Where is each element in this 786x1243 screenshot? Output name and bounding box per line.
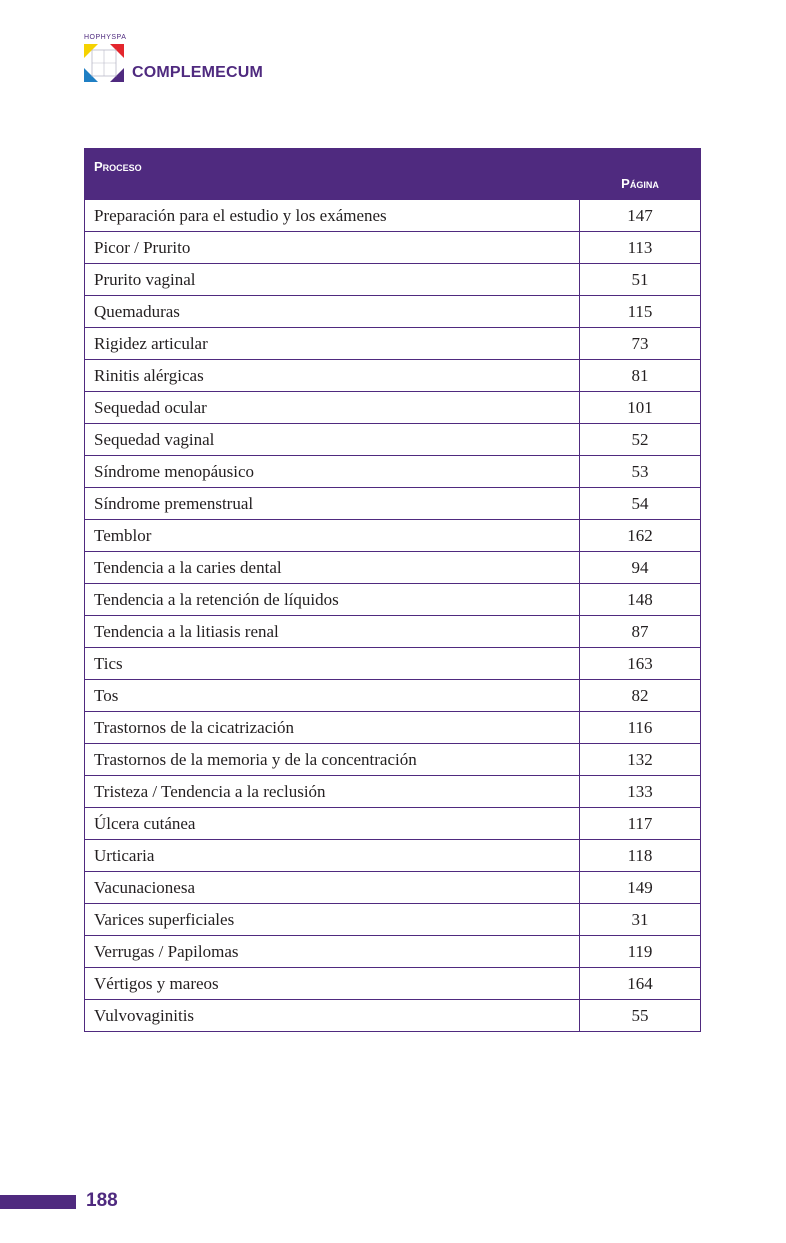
footer-bar <box>0 1195 76 1209</box>
process-index-table <box>84 148 701 1032</box>
page-cell: 31 <box>580 904 701 936</box>
page-cell: 81 <box>580 360 701 392</box>
page-number: 188 <box>86 1190 118 1211</box>
process-cell: Vulvovaginitis <box>85 1000 580 1032</box>
process-cell: Quemaduras <box>85 296 580 328</box>
page-cell: 148 <box>580 584 701 616</box>
process-cell: Trastornos de la memoria y de la concentración <box>85 744 580 776</box>
page-cell: 87 <box>580 616 701 648</box>
table-row <box>85 936 701 968</box>
process-cell: Sequedad vaginal <box>85 424 580 456</box>
table-row <box>85 392 701 424</box>
page-cell: 163 <box>580 648 701 680</box>
process-cell: Úlcera cutánea <box>85 808 580 840</box>
process-cell: Picor / Prurito <box>85 232 580 264</box>
table-row <box>85 840 701 872</box>
table-row <box>85 328 701 360</box>
table-row <box>85 200 701 232</box>
process-cell: Varices superficiales <box>85 904 580 936</box>
process-cell: Síndrome premenstrual <box>85 488 580 520</box>
page-cell: 147 <box>580 200 701 232</box>
table-row <box>85 520 701 552</box>
page-cell: 116 <box>580 712 701 744</box>
brand-small-text: HOPHYSPA <box>84 34 127 41</box>
page-cell: 162 <box>580 520 701 552</box>
process-cell: Tendencia a la caries dental <box>85 552 580 584</box>
page-cell: 52 <box>580 424 701 456</box>
table-row <box>85 680 701 712</box>
table-row <box>85 232 701 264</box>
table-row <box>85 584 701 616</box>
page-cell: 132 <box>580 744 701 776</box>
table-row <box>85 648 701 680</box>
table-row <box>85 904 701 936</box>
process-cell: Tristeza / Tendencia a la reclusión <box>85 776 580 808</box>
process-cell: Vacunacionesa <box>85 872 580 904</box>
process-cell: Vértigos y mareos <box>85 968 580 1000</box>
page-cell: 53 <box>580 456 701 488</box>
table-row <box>85 968 701 1000</box>
table-row <box>85 424 701 456</box>
process-cell: Tendencia a la litiasis renal <box>85 616 580 648</box>
table-row <box>85 808 701 840</box>
table-row <box>85 616 701 648</box>
process-cell: Sequedad ocular <box>85 392 580 424</box>
page-cell: 115 <box>580 296 701 328</box>
page-cell: 55 <box>580 1000 701 1032</box>
page-cell: 164 <box>580 968 701 1000</box>
page-cell: 119 <box>580 936 701 968</box>
table-row <box>85 360 701 392</box>
page-cell: 113 <box>580 232 701 264</box>
table-row <box>85 776 701 808</box>
table-row <box>85 552 701 584</box>
process-cell: Rigidez articular <box>85 328 580 360</box>
process-cell: Síndrome menopáusico <box>85 456 580 488</box>
table-body <box>85 200 701 1032</box>
header-proceso: Proceso <box>85 149 580 200</box>
table-header-row <box>85 149 701 200</box>
table-row <box>85 456 701 488</box>
table-row <box>85 488 701 520</box>
process-cell: Tos <box>85 680 580 712</box>
process-cell: Preparación para el estudio y los exámenes <box>85 200 580 232</box>
process-cell: Temblor <box>85 520 580 552</box>
page-cell: 73 <box>580 328 701 360</box>
brand-logo <box>84 34 284 84</box>
page-cell: 117 <box>580 808 701 840</box>
process-cell: Prurito vaginal <box>85 264 580 296</box>
table-row <box>85 744 701 776</box>
table-row <box>85 872 701 904</box>
table-row <box>85 296 701 328</box>
header-pagina: Página <box>580 149 701 200</box>
page-cell: 118 <box>580 840 701 872</box>
brand-mark-icon <box>84 44 124 82</box>
table-row <box>85 712 701 744</box>
table-row <box>85 1000 701 1032</box>
process-cell: Trastornos de la cicatrización <box>85 712 580 744</box>
page-cell: 133 <box>580 776 701 808</box>
table-row <box>85 264 701 296</box>
page-cell: 149 <box>580 872 701 904</box>
page-cell: 101 <box>580 392 701 424</box>
process-cell: Tendencia a la retención de líquidos <box>85 584 580 616</box>
process-cell: Verrugas / Papilomas <box>85 936 580 968</box>
brand-name: COMPLEMECUM <box>132 64 264 81</box>
process-cell: Tics <box>85 648 580 680</box>
page-cell: 51 <box>580 264 701 296</box>
process-cell: Urticaria <box>85 840 580 872</box>
process-cell: Rinitis alérgicas <box>85 360 580 392</box>
page-cell: 54 <box>580 488 701 520</box>
page-cell: 82 <box>580 680 701 712</box>
page-cell: 94 <box>580 552 701 584</box>
